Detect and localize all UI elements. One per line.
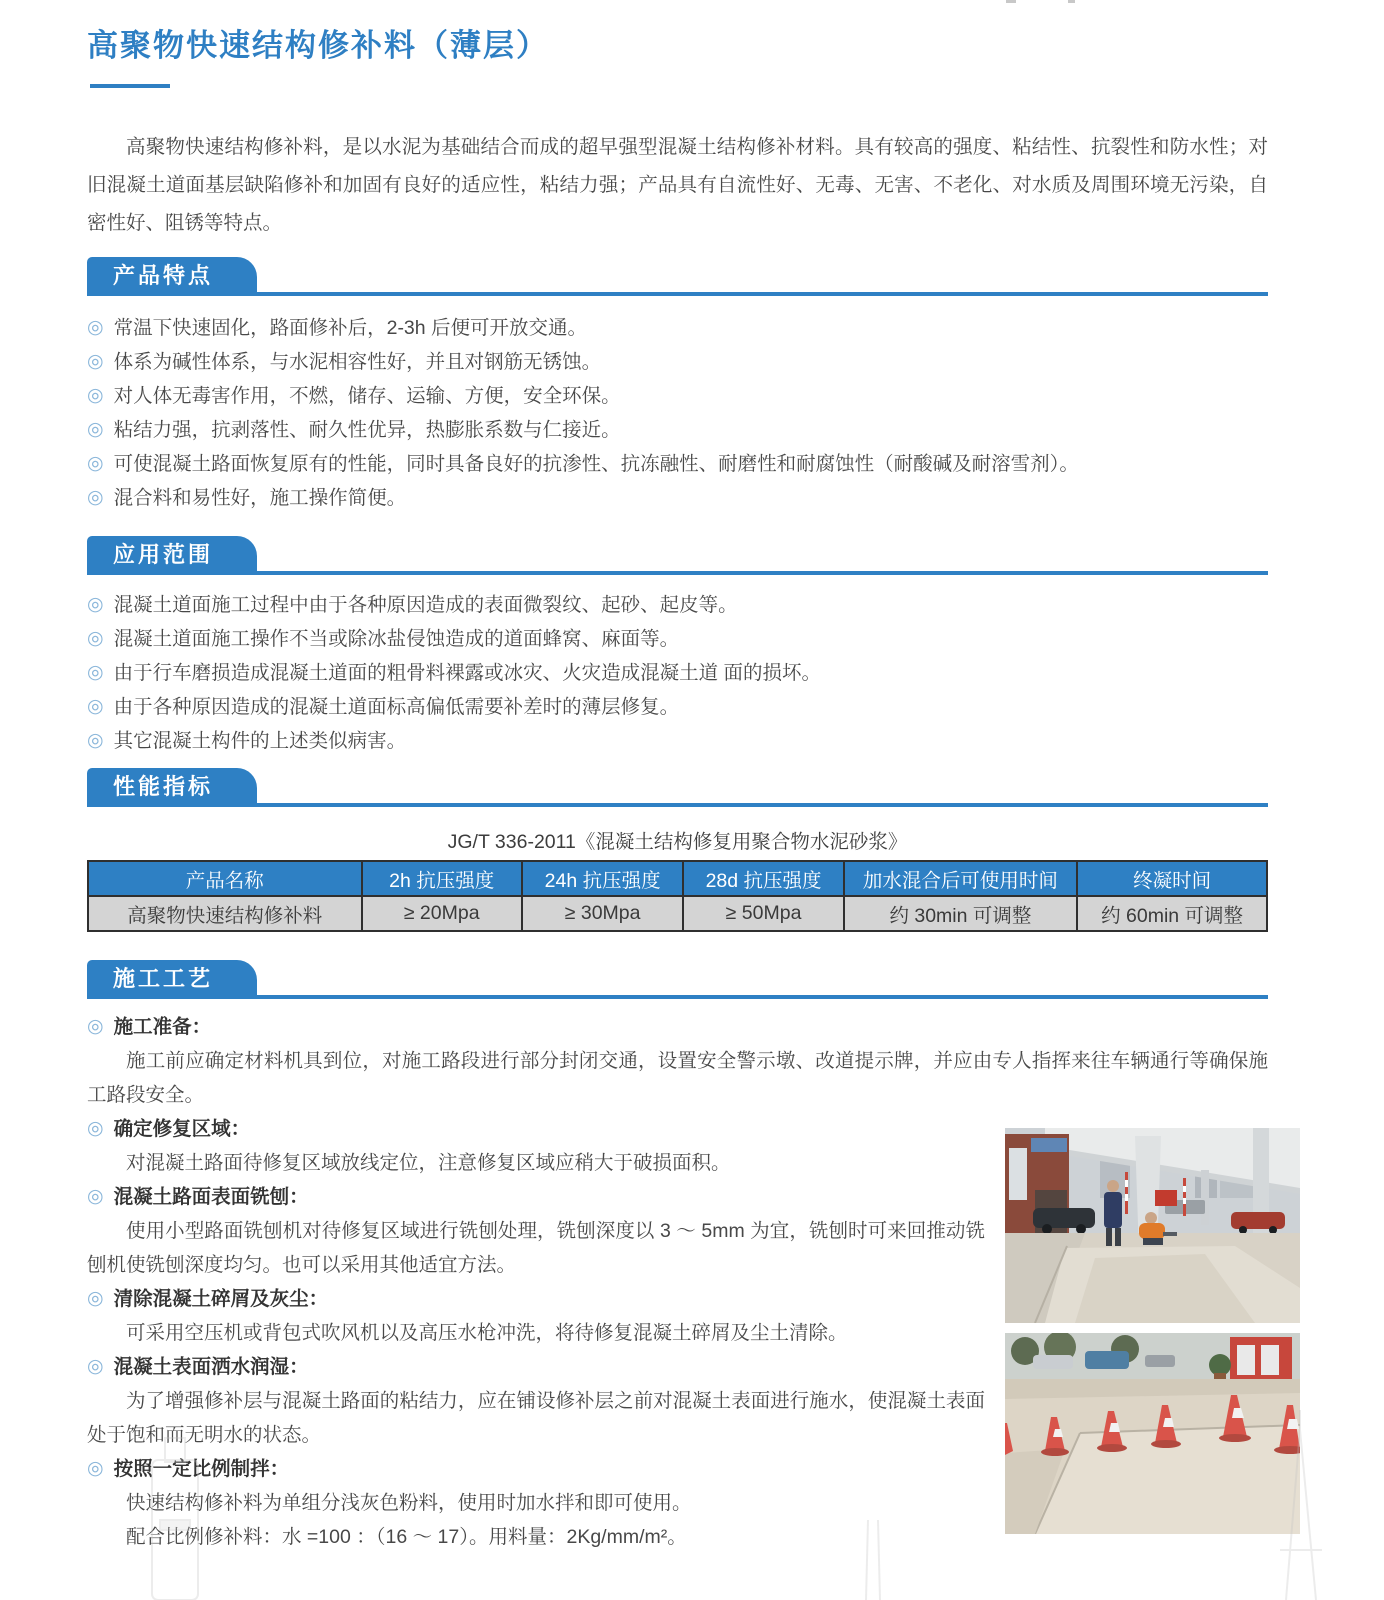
table-header-cell: 28d 抗压强度 — [683, 861, 843, 896]
application-text: 混凝土道面施工操作不当或除冰盐侵蚀造成的道面蜂窝、麻面等。 — [113, 628, 680, 650]
table-row — [88, 896, 1267, 931]
list-item — [87, 413, 1268, 447]
list-item — [87, 311, 1268, 345]
features-list — [87, 311, 1268, 515]
feature-text: 体系为碱性体系，与水泥相容性好，并且对钢筋无锈蚀。 — [113, 351, 602, 373]
double-circle-bullet-icon: ◎ — [87, 1016, 104, 1037]
double-circle-bullet-icon: ◎ — [87, 419, 104, 440]
application-text: 其它混凝土构件的上述类似病害。 — [113, 730, 407, 752]
step-body: 快速结构修补料为单组分浅灰色粉料，使用时加水拌和即可使用。 — [126, 1492, 692, 1514]
double-circle-bullet-icon: ◎ — [87, 696, 104, 717]
step-label — [87, 1010, 1268, 1044]
table-header-cell: 加水混合后可使用时间 — [844, 861, 1077, 896]
step-label-text: 按照一定比例制拌： — [113, 1458, 290, 1480]
table-header-cell: 产品名称 — [88, 861, 362, 896]
feature-text: 常温下快速固化，路面修补后，2-3h 后便可开放交通。 — [113, 317, 588, 339]
table-cell: ≥ 50Mpa — [683, 896, 843, 931]
photo-repair-work-site — [1005, 1128, 1300, 1323]
step-label-text: 清除混凝土碎屑及灰尘： — [113, 1288, 329, 1310]
feature-text: 可使混凝土路面恢复原有的性能，同时具备良好的抗渗性、抗冻融性、耐磨性和耐腐蚀性（耐酸碱及耐溶雪剂）。 — [113, 453, 1079, 475]
double-circle-bullet-icon: ◎ — [87, 628, 104, 649]
step-body: 使用小型路面铣刨机对待修复区域进行铣刨处理，铣刨深度以 3 ～ 5mm 为宜，铣刨时可来回推动铣刨机使铣刨深度均匀。也可以采用其他适宜方法。 — [87, 1220, 985, 1276]
page-title: 高聚物快速结构修补料（薄层） — [87, 28, 549, 63]
list-item — [87, 690, 1268, 724]
double-circle-bullet-icon: ◎ — [87, 351, 104, 372]
performance-tab: 性能指标 — [87, 768, 257, 803]
double-circle-bullet-icon: ◎ — [87, 1458, 104, 1479]
table-header-cell: 终凝时间 — [1077, 861, 1267, 896]
section-header-process — [87, 960, 1268, 999]
table-cell: 高聚物快速结构修补料 — [88, 896, 362, 931]
double-circle-bullet-icon: ◎ — [87, 662, 104, 683]
double-circle-bullet-icon: ◎ — [87, 1118, 104, 1139]
list-item — [87, 656, 1268, 690]
application-text: 混凝土道面施工过程中由于各种原因造成的表面微裂纹、起砂、起皮等。 — [113, 594, 738, 616]
table-cell: ≥ 20Mpa — [362, 896, 522, 931]
list-item — [87, 724, 1268, 758]
table-cell: 约 30min 可调整 — [844, 896, 1077, 931]
step-body: 施工前应确定材料机具到位，对施工路段进行部分封闭交通，设置安全警示墩、改道提示牌，并应由专人指挥来往车辆通行等确保施工路段安全。 — [87, 1050, 1268, 1106]
double-circle-bullet-icon: ◎ — [87, 1288, 104, 1309]
standard-reference: JG/T 336-2011《混凝土结构修复用聚合物水泥砂浆》 — [447, 831, 908, 853]
double-circle-bullet-icon: ◎ — [87, 385, 104, 406]
section-header-performance — [87, 768, 1268, 807]
table-header-cell: 24h 抗压强度 — [522, 861, 684, 896]
features-underline — [87, 292, 1268, 296]
double-circle-bullet-icon: ◎ — [87, 730, 104, 751]
process-underline — [87, 995, 1268, 999]
section-header-applications — [87, 536, 1268, 575]
table-cell: ≥ 30Mpa — [522, 896, 684, 931]
application-text: 由于行车磨损造成混凝土道面的粗骨料裸露或冰灾、火灾造成混凝土道 面的损坏。 — [113, 662, 822, 684]
page-top-cropped-text-remnant — [1006, 0, 1016, 3]
page-top-cropped-text-remnant — [1068, 0, 1075, 3]
step-body: 对混凝土路面待修复区域放线定位，注意修复区域应稍大于破损面积。 — [126, 1152, 731, 1174]
step-label-text: 混凝土表面洒水润湿： — [113, 1356, 309, 1378]
table-cell: 约 60min 可调整 — [1077, 896, 1267, 931]
performance-table — [87, 860, 1268, 932]
double-circle-bullet-icon: ◎ — [87, 317, 104, 338]
step-label-text: 混凝土路面表面铣刨： — [113, 1186, 309, 1208]
list-item — [87, 588, 1268, 622]
feature-text: 对人体无毒害作用，不燃，储存、运输、方便，安全环保。 — [113, 385, 621, 407]
double-circle-bullet-icon: ◎ — [87, 487, 104, 508]
list-item — [87, 345, 1268, 379]
features-tab: 产品特点 — [87, 257, 257, 292]
list-item — [87, 622, 1268, 656]
feature-text: 混合料和易性好，施工操作简便。 — [113, 487, 407, 509]
double-circle-bullet-icon: ◎ — [87, 1356, 104, 1377]
step-body: 为了增强修补层与混凝土路面的粘结力，应在铺设修补层之前对混凝土表面进行施水，使混凝土表面处于饱和而无明水的状态。 — [87, 1390, 985, 1446]
applications-underline — [87, 571, 1268, 575]
double-circle-bullet-icon: ◎ — [87, 594, 104, 615]
list-item — [87, 447, 1268, 481]
table-header-cell: 2h 抗压强度 — [362, 861, 522, 896]
section-header-features — [87, 257, 1268, 296]
title-underline-dash — [90, 84, 170, 88]
feature-text: 粘结力强，抗剥落性、耐久性优异，热膨胀系数与仁接近。 — [113, 419, 621, 441]
applications-tab: 应用范围 — [87, 536, 257, 571]
performance-underline — [87, 803, 1268, 807]
applications-list — [87, 588, 1268, 758]
double-circle-bullet-icon: ◎ — [87, 453, 104, 474]
intro-paragraph: 高聚物快速结构修补料，是以水泥为基础结合而成的超早强型混凝土结构修补材料。具有较高的强度、粘结性、抗裂性和防水性；对旧混凝土道面基层缺陷修补和加固有良好的适应性，粘结力强；产品具有自流性好、无毒、无害、不老化、对水质及周围环境无污染，自密性好、阻锈等特点。 — [87, 136, 1268, 234]
list-item — [87, 379, 1268, 413]
step-label-text: 施工准备： — [113, 1016, 212, 1038]
step-label-text: 确定修复区域： — [113, 1118, 251, 1140]
list-item — [87, 481, 1268, 515]
application-text: 由于各种原因造成的混凝土道面标高偏低需要补差时的薄层修复。 — [113, 696, 680, 718]
step-body: 配合比例修补料：水 =100 ：（16 ～ 17）。用料量：2Kg/mm/m²。 — [126, 1526, 687, 1548]
step-body: 可采用空压机或背包式吹风机以及高压水枪冲洗，将待修复混凝土碎屑及尘土清除。 — [126, 1322, 848, 1344]
process-tab: 施工工艺 — [87, 960, 257, 995]
table-header-row — [88, 861, 1267, 896]
background-watermark — [0, 1400, 1384, 1600]
double-circle-bullet-icon: ◎ — [87, 1186, 104, 1207]
